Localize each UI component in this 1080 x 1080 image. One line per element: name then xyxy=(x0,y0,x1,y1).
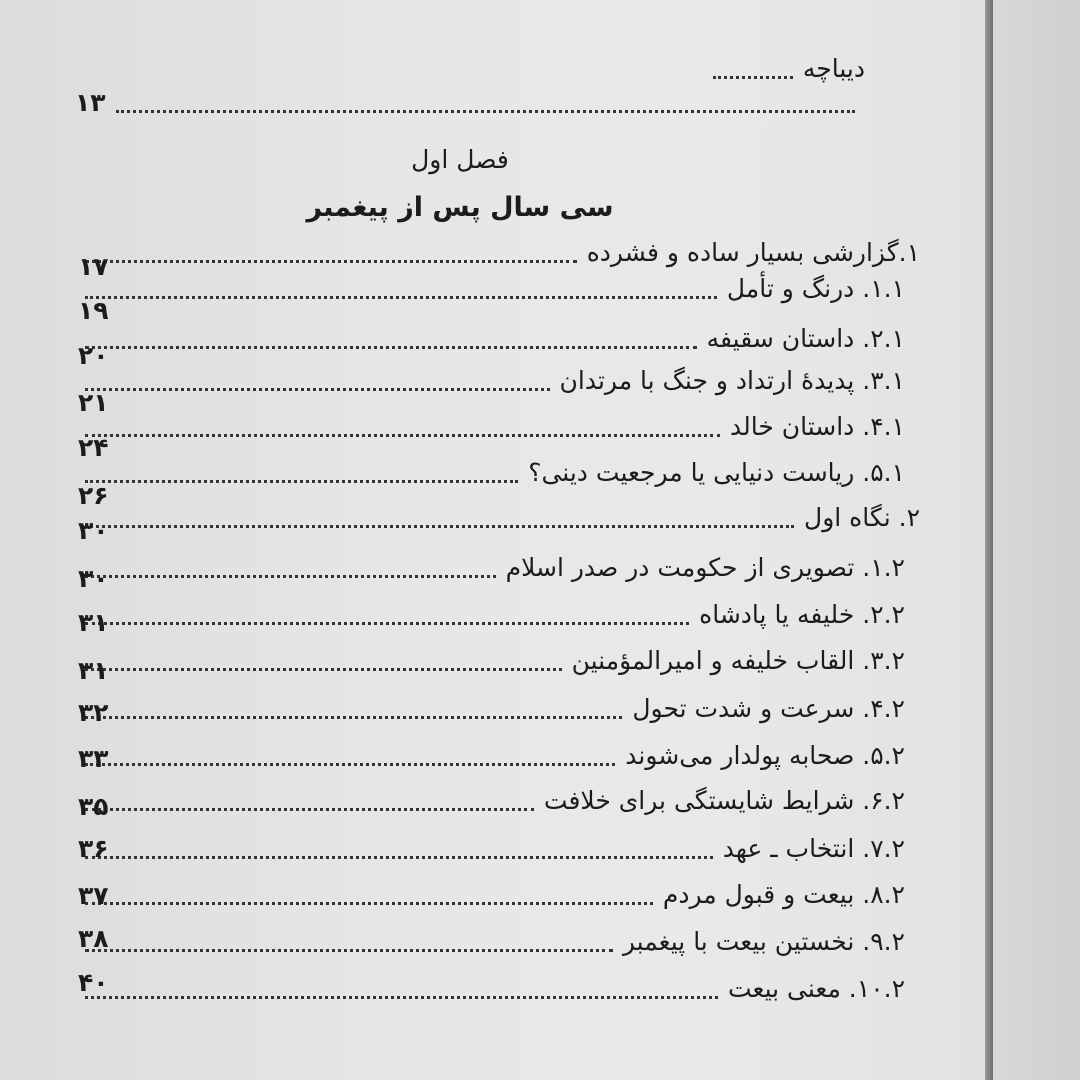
dot-leader xyxy=(85,716,622,719)
toc-page-number: ۲۶ xyxy=(78,481,109,510)
dot-leader xyxy=(85,480,518,483)
toc-entry-title: ۸.۲. بیعت و قبول مردم xyxy=(662,879,905,909)
toc-entry-title: ۱۰.۲. معنی بیعت xyxy=(727,973,905,1003)
dot-leader xyxy=(713,76,793,79)
dot-leader xyxy=(85,260,577,263)
toc-entry[interactable] xyxy=(75,318,905,358)
toc-page-number: ۴۰ xyxy=(78,968,109,997)
toc-entry[interactable] xyxy=(75,594,905,634)
dot-leader xyxy=(85,996,718,999)
dot-leader xyxy=(85,296,717,299)
dot-leader xyxy=(85,575,496,578)
toc-entry[interactable] xyxy=(75,406,905,446)
toc-entry-title: ۵.۱. ریاست دنیایی یا مرجعیت دینی؟ xyxy=(528,457,905,487)
chapter-title: سی سال پس از پیغمبر xyxy=(306,192,614,223)
toc-page-number: ۲۴ xyxy=(78,433,109,462)
toc-entry[interactable] xyxy=(75,268,905,308)
dot-leader xyxy=(85,763,615,766)
toc-page-number: ۳۰ xyxy=(78,516,109,545)
toc-page-number: ۱۷ xyxy=(78,252,109,281)
toc-page-number: ۳۵ xyxy=(78,792,109,821)
toc-page-number: ۱۹ xyxy=(78,296,109,325)
toc-entry[interactable] xyxy=(75,452,905,492)
dot-leader xyxy=(85,622,689,625)
toc-entry[interactable] xyxy=(75,640,905,680)
dot-leader xyxy=(85,856,713,859)
toc-page-number: ۳۳ xyxy=(78,744,109,773)
toc-page-number: ۱۳ xyxy=(75,87,106,117)
dot-leader xyxy=(85,346,697,349)
toc-page-number: ۳۰ xyxy=(78,564,109,593)
toc-entry[interactable] xyxy=(75,497,920,537)
toc-entry[interactable] xyxy=(75,780,905,820)
toc-page-number: ۲۱ xyxy=(78,388,109,417)
toc-page-number: ۲۰ xyxy=(78,341,109,370)
toc-page-number: ۳۱ xyxy=(78,656,109,685)
toc-entry-title: ۲.۲. خلیفه یا پادشاه xyxy=(699,599,905,629)
dot-leader xyxy=(85,434,720,437)
chapter-label: فصل اول xyxy=(411,145,509,174)
toc-entry-title: ۲.۱. داستان سقیفه xyxy=(706,323,905,353)
toc-entry-title: دیباچه xyxy=(802,53,865,83)
toc-entry[interactable] xyxy=(75,735,905,775)
toc-entry-title: ۷.۲. انتخاب ـ عهد xyxy=(722,833,905,863)
toc-entry-title: ۱.۱. درنگ و تأمل xyxy=(726,273,905,303)
toc-entry-title: ۴.۱. داستان خالد xyxy=(729,411,905,441)
dot-leader xyxy=(85,388,550,391)
dot-leader xyxy=(85,808,534,811)
toc-entry-title: ۴.۲. سرعت و شدت تحول xyxy=(632,693,905,723)
toc-leader-intro xyxy=(75,82,865,122)
toc-entry-title: ۹.۲. نخستین بیعت با پیغمبر xyxy=(622,926,905,956)
toc-page-number: ۳۲ xyxy=(78,698,109,727)
dot-leader xyxy=(85,949,613,952)
adjacent-page xyxy=(993,0,1080,1080)
toc-entry-title: ۶.۲. شرایط شایستگی برای خلافت xyxy=(543,785,905,815)
toc-entry[interactable] xyxy=(75,360,905,400)
dot-leader xyxy=(85,668,562,671)
toc-entry[interactable] xyxy=(75,232,920,272)
dot-leader xyxy=(85,902,653,905)
toc-entry[interactable] xyxy=(75,688,905,728)
dot-leader xyxy=(85,525,794,528)
toc-entry[interactable] xyxy=(75,968,905,1008)
toc-entry[interactable] xyxy=(75,874,905,914)
toc-entry-title: ۵.۲. صحابه پولدار می‌شوند xyxy=(625,740,905,770)
toc-entry[interactable] xyxy=(75,921,905,961)
toc-page-number: ۳۸ xyxy=(78,924,109,953)
toc-entry[interactable] xyxy=(75,828,905,868)
toc-entry[interactable] xyxy=(75,547,905,587)
toc-entry-title: ۲. نگاه اول xyxy=(804,502,920,532)
toc-entry-title: ۳.۲. القاب خلیفه و امیرالمؤمنین xyxy=(571,645,905,675)
toc-page-number: ۳۷ xyxy=(78,881,109,910)
toc-entry-title: ۱.گزارشی بسیار ساده و فشرده xyxy=(586,237,920,267)
toc-entry-title: ۱.۲. تصویری از حکومت در صدر اسلام xyxy=(505,552,905,582)
dot-leader xyxy=(116,110,855,113)
toc-entry-title: ۳.۱. پدیدهٔ ارتداد و جنگ با مرتدان xyxy=(559,365,905,395)
toc-page-number: ۳۱ xyxy=(78,608,109,637)
book-gutter xyxy=(985,0,993,1080)
toc-page-number: ۳۶ xyxy=(78,834,109,863)
